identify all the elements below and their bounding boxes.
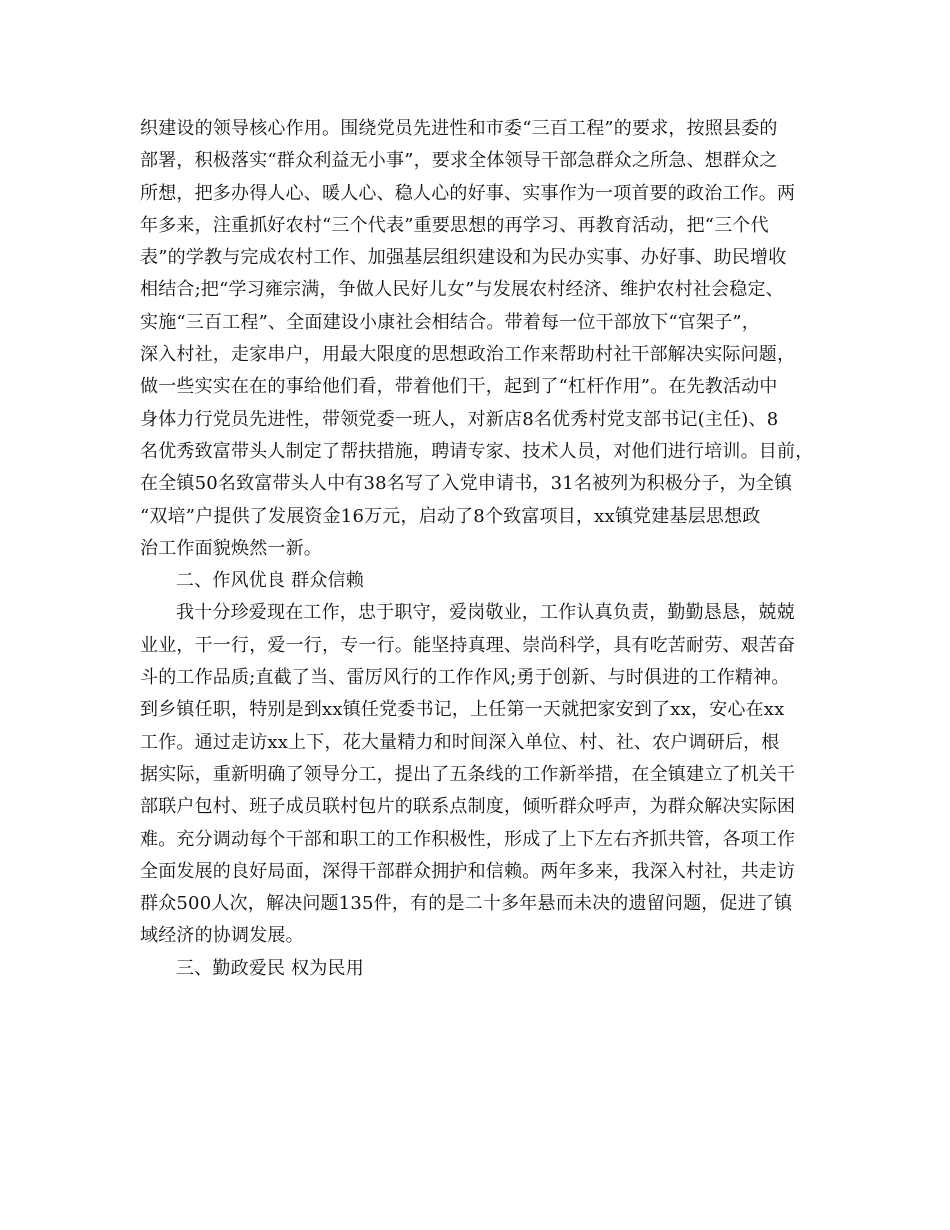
- paragraph-start-line: 二、作风优良 群众信赖: [176, 570, 364, 592]
- text-line: 业业，干一行，爱一行，专一行。能坚持真理、崇尚科学，具有吃苦耐劳、艰苦奋: [140, 634, 796, 656]
- text-line: 表”的学教与完成农村工作、加强基层组织建设和为民办实事、办好事、助民增收: [140, 247, 787, 269]
- text-line: 部联户包村、班子成员联村包片的联系点制度，倾听群众呼声，为群众解决实际困: [140, 796, 796, 818]
- paragraph-start-line: 我十分珍爱现在工作，忠于职守，爱岗敬业，工作认真负责，勤勤恳恳，兢兢: [176, 602, 795, 624]
- document-body: [140, 113, 840, 985]
- text-line: 治工作面貌焕然一新。: [140, 537, 322, 559]
- text-line: 群众500人次，解决问题135件，有的是二十多年悬而未决的遗留问题，促进了镇: [140, 893, 793, 915]
- text-line: 工作。通过走访xx上下，花大量精力和时间深入单位、村、社、农户调研后，根: [140, 731, 780, 753]
- text-line: 深入村社，走家串户，用最大限度的思想政治工作来帮助村社干部解决实际问题，: [140, 344, 796, 366]
- text-line: 所想，把多办得人心、暖人心、稳人心的好事、实事作为一项首要的政治工作。两: [140, 182, 796, 204]
- text-line: 据实际，重新明确了领导分工，提出了五条线的工作新举措，在全镇建立了机关干: [140, 763, 796, 785]
- text-line: 到乡镇任职，特别是到xx镇任党委书记，上任第一天就把家安到了xx，安心在xx: [140, 699, 785, 721]
- text-line: 身体力行党员先进性，带领党委一班人，对新店8名优秀村党支部书记(主任)、8: [140, 408, 779, 430]
- paragraph-start-line: 三、勤政爱民 权为民用: [176, 957, 364, 979]
- text-line: 年多来，注重抓好农村“三个代表”重要思想的再学习、再教育活动，把“三个代: [140, 214, 769, 236]
- text-line: 难。充分调动每个干部和职工的工作积极性，形成了上下左右齐抓共管，各项工作: [140, 828, 796, 850]
- text-line: “双培”户提供了发展资金16万元，启动了8个致富项目，xx镇党建基层思想政: [140, 505, 761, 527]
- text-line: 做一些实实在在的事给他们看，带着他们干，起到了“杠杆作用”。在先教活动中: [140, 376, 778, 398]
- text-line: 域经济的协调发展。: [140, 925, 304, 947]
- text-line: 全面发展的良好局面，深得干部群众拥护和信赖。两年多来，我深入村社，共走访: [140, 860, 796, 882]
- text-line: 织建设的领导核心作用。围绕党员先进性和市委“三百工程”的要求，按照县委的: [140, 118, 778, 139]
- text-line: 在全镇50名致富带头人中有38名写了入党申请书，31名被列为积极分子，为全镇: [140, 473, 793, 495]
- text-line: 实施“三百工程”、全面建设小康社会相结合。带着每一位干部放下“官架子”，: [140, 311, 761, 333]
- text-line: 部署，积极落实“群众利益无小事”，要求全体领导干部急群众之所急、想群众之: [140, 150, 778, 172]
- text-line: 名优秀致富带头人制定了帮扶措施，聘请专家、技术人员，对他们进行培训。目前，: [140, 440, 814, 462]
- text-line: 斗的工作品质;直截了当、雷厉风行的工作作风;勇于创新、与时俱进的工作精神。: [140, 667, 790, 689]
- text-line: 相结合;把“学习雍宗满，争做人民好儿女”与发展农村经济、维护农村社会稳定、: [140, 279, 784, 301]
